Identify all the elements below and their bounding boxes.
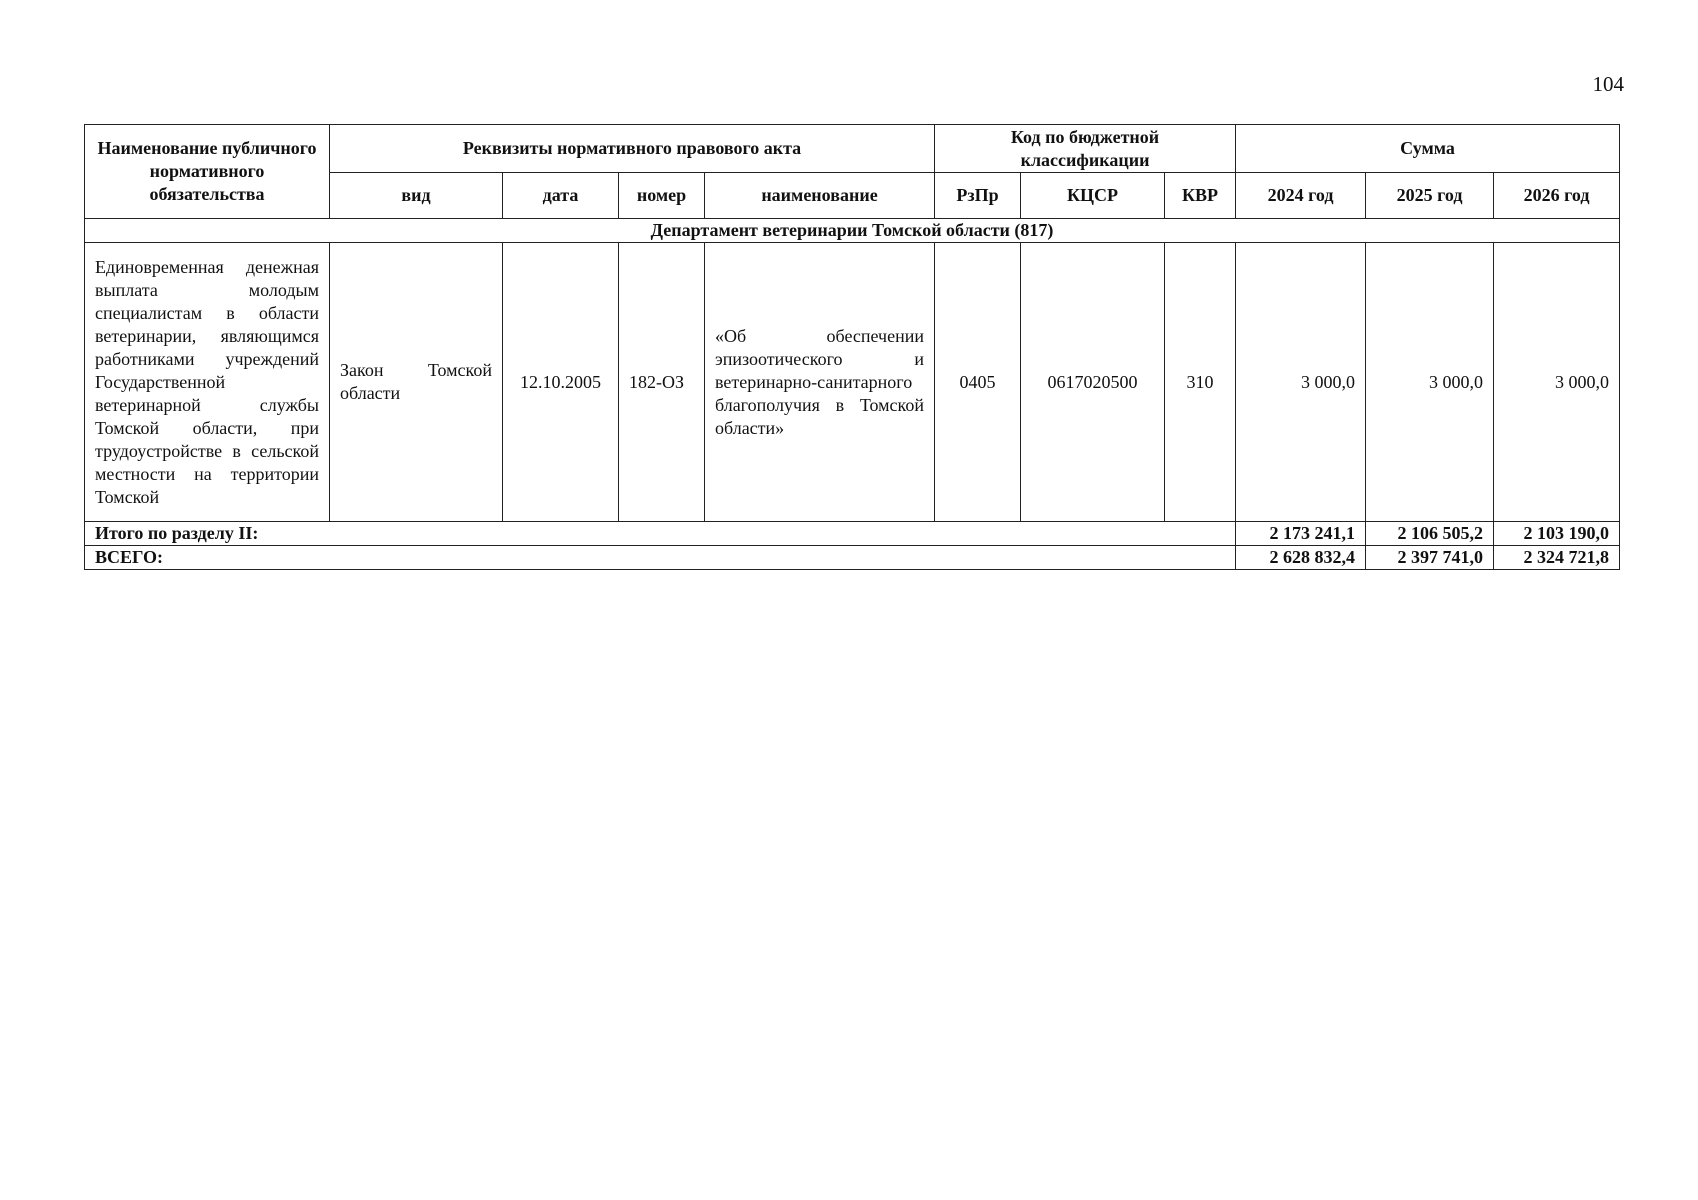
grand-total-2026: 2 324 721,8	[1494, 546, 1620, 570]
cell-kcsr: 0617020500	[1021, 243, 1165, 522]
page-number: 104	[1592, 72, 1624, 96]
header-obligation-name: Наименование публичного нормативного обязательства	[85, 125, 330, 219]
cell-obligation: Единовременная денежная выплата молодым специалистам в области ветеринарии, являющимся работниками учреждений Государственной ветеринарной службы Томской области, при трудоустройстве в сельской местности на территории Томской	[85, 243, 330, 522]
header-year-2025: 2025 год	[1366, 173, 1494, 219]
subtotal-2026: 2 103 190,0	[1494, 522, 1620, 546]
subtotal-2025: 2 106 505,2	[1366, 522, 1494, 546]
cell-number: 182-ОЗ	[619, 243, 705, 522]
cell-kind: Закон Томской области	[330, 243, 503, 522]
subtotal-row	[85, 522, 1620, 546]
header-row-main	[85, 125, 1620, 173]
grand-total-2024: 2 628 832,4	[1236, 546, 1366, 570]
grand-total-label: ВСЕГО:	[85, 546, 1236, 570]
header-kcsr: КЦСР	[1021, 173, 1165, 219]
table-row	[85, 243, 1620, 522]
header-number: номер	[619, 173, 705, 219]
grand-total-row	[85, 546, 1620, 570]
header-name: наименование	[705, 173, 935, 219]
budget-obligations-table	[84, 124, 1620, 570]
header-year-2024: 2024 год	[1236, 173, 1366, 219]
department-title: Департамент ветеринарии Томской области (817)	[85, 219, 1620, 243]
header-rzpr: РзПр	[935, 173, 1021, 219]
header-budget-code: Код по бюджетной классификации	[935, 125, 1236, 173]
header-year-2026: 2026 год	[1494, 173, 1620, 219]
header-act-requisites: Реквизиты нормативного правового акта	[330, 125, 935, 173]
cell-amount-2026: 3 000,0	[1494, 243, 1620, 522]
header-kvr: КВР	[1165, 173, 1236, 219]
cell-amount-2024: 3 000,0	[1236, 243, 1366, 522]
header-date: дата	[503, 173, 619, 219]
cell-rzpr: 0405	[935, 243, 1021, 522]
cell-kvr: 310	[1165, 243, 1236, 522]
department-row	[85, 219, 1620, 243]
cell-date: 12.10.2005	[503, 243, 619, 522]
subtotal-2024: 2 173 241,1	[1236, 522, 1366, 546]
grand-total-2025: 2 397 741,0	[1366, 546, 1494, 570]
cell-act-name: «Об обеспечении эпизоотического и ветеринарно-санитарного благополучия в Томской области»	[705, 243, 935, 522]
header-kind: вид	[330, 173, 503, 219]
cell-amount-2025: 3 000,0	[1366, 243, 1494, 522]
header-sum: Сумма	[1236, 125, 1620, 173]
subtotal-label: Итого по разделу II:	[85, 522, 1236, 546]
